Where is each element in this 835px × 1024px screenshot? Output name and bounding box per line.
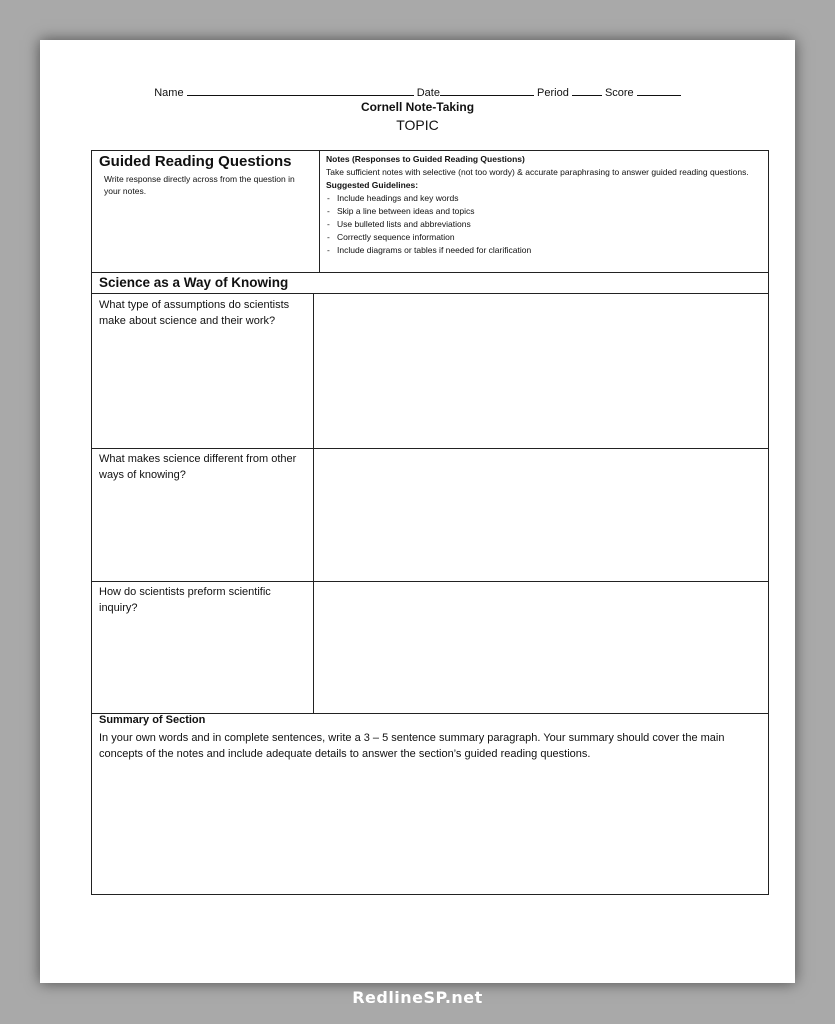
site-watermark: RedlineSP.net xyxy=(352,988,483,1007)
question-2: What makes science different from other ways of knowing? xyxy=(99,453,297,481)
notes-intro: Take sufficient notes with selective (not too wordy) & accurate paraphrasing to answer guided reading questions. xyxy=(326,167,749,177)
section-title: Science as a Way of Knowing xyxy=(99,275,289,290)
worksheet-page xyxy=(40,40,795,983)
column-divider-header xyxy=(319,151,320,272)
cornell-notes-table xyxy=(91,150,769,895)
notes-instructions xyxy=(326,153,764,257)
name-blank xyxy=(187,84,414,96)
guided-questions-subtitle: Write response directly across from the question in your notes. xyxy=(104,174,295,196)
score-label: Score xyxy=(604,87,634,99)
row-divider-q2 xyxy=(92,581,768,582)
period-label: Period xyxy=(537,87,569,99)
guideline-item: - Include headings and key words xyxy=(326,192,764,205)
row-divider-section xyxy=(92,293,768,294)
guidelines-list xyxy=(326,192,764,257)
topic-heading: TOPIC xyxy=(396,117,439,133)
date-blank xyxy=(440,84,534,96)
row-divider-header xyxy=(92,272,768,273)
guideline-item: - Skip a line between ideas and topics xyxy=(326,205,764,218)
guideline-item: - Include diagrams or tables if needed for clarification xyxy=(326,244,764,257)
guideline-item: - Use bulleted lists and abbreviations xyxy=(326,218,764,231)
date-label: Date xyxy=(416,87,440,99)
period-blank xyxy=(572,84,602,96)
guidelines-label: Suggested Guidelines: xyxy=(326,180,419,190)
question-1: What type of assumptions do scientists make about science and their work? xyxy=(99,299,290,327)
student-info-line xyxy=(40,84,795,99)
guideline-item: - Correctly sequence information xyxy=(326,231,764,244)
score-blank xyxy=(637,84,681,96)
page-title: Cornell Note-Taking xyxy=(360,100,475,114)
notes-heading: Notes (Responses to Guided Reading Questions) xyxy=(326,154,525,164)
guided-questions-title: Guided Reading Questions xyxy=(99,153,292,170)
summary-title: Summary of Section xyxy=(99,714,206,726)
row-divider-q1 xyxy=(92,448,768,449)
column-divider-questions xyxy=(313,293,314,713)
question-3: How do scientists preform scientific inquiry? xyxy=(99,586,271,614)
name-label: Name xyxy=(154,87,184,99)
summary-instructions: In your own words and in complete sentences, write a 3 – 5 sentence summary paragraph. Your summary should cover the main concepts of the notes and include adequate details to answer the section’s guided reading questions. xyxy=(99,732,725,760)
